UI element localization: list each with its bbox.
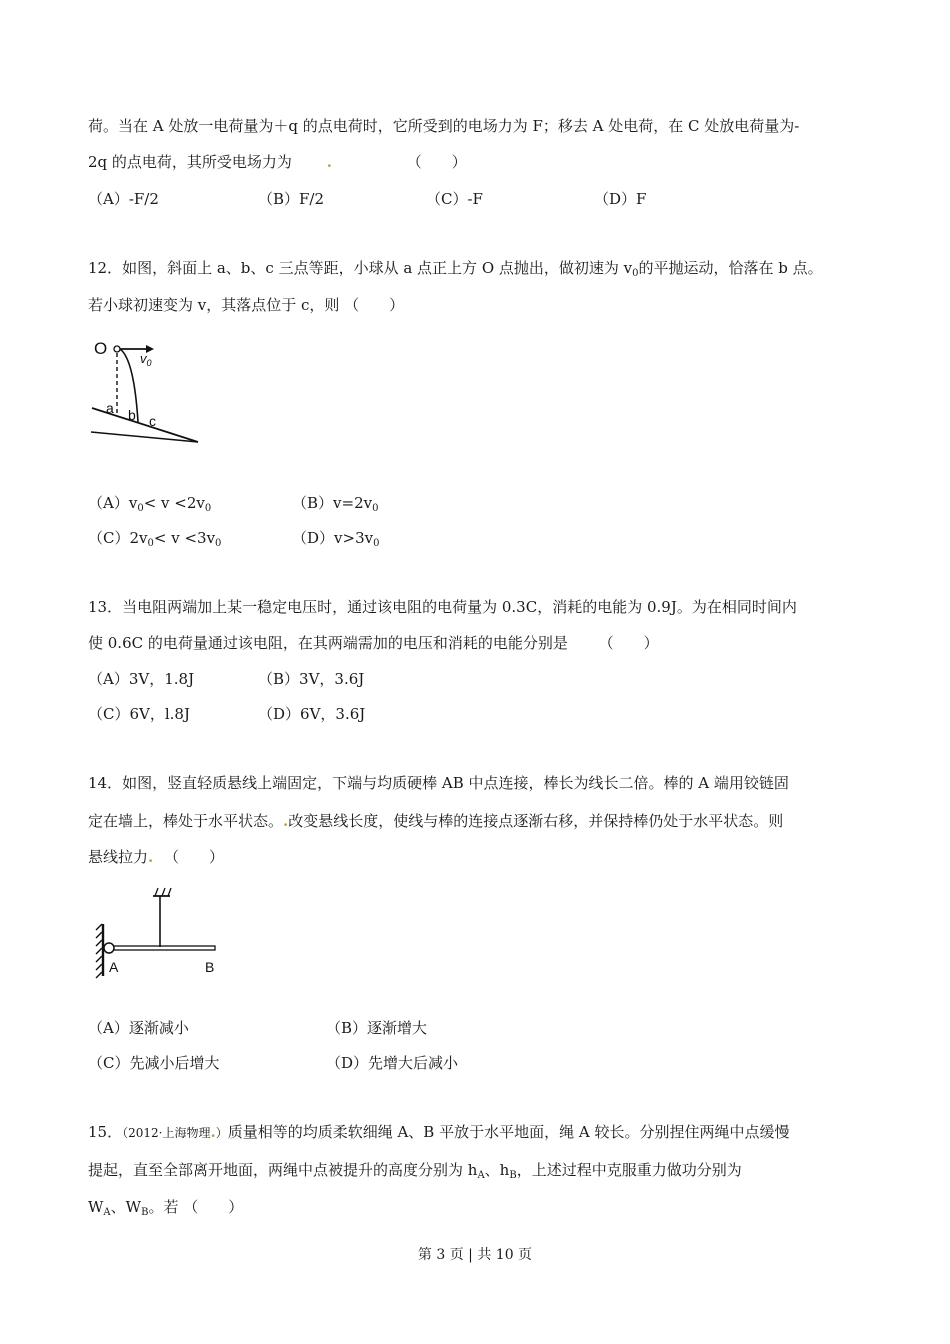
q14-line3a: 悬线拉力 (88, 848, 149, 866)
q15-line1-rest: 质量相等的均质柔软细绳 A、B 平放于水平地面，绳 A 较长。分别捏住两绳中点缓慢 (227, 1123, 790, 1141)
q13-line2-text: 使 0.6C 的电荷量通过该电阻，在其两端需加的电压和消耗的电能分别是 (88, 634, 568, 652)
q15-line2-sb: B (509, 1170, 517, 1181)
q12-fig-o-label: O (94, 339, 108, 358)
q12-option-d (292, 528, 379, 554)
q14-fig-a-label: A (109, 959, 119, 975)
q14-line2a: 定在墙上，棒处于水平状态。 (88, 812, 284, 830)
q14-fig-rod (112, 946, 215, 950)
q14-fig-wall (96, 924, 103, 978)
q11-option-a: （A）-F/2 (88, 190, 159, 208)
q11-line2 (88, 152, 467, 172)
q14-line3 (88, 847, 224, 867)
q11-paren: （ ） (406, 153, 467, 171)
q15-number: 15． (88, 1123, 123, 1141)
q15-line2 (88, 1160, 742, 1186)
q12-c-p2: < v <3v (153, 529, 216, 547)
q11-option-c: （C）-F (426, 190, 483, 208)
q11-dot: . (326, 153, 332, 171)
q14-fig-hinge (104, 943, 114, 953)
q12-d-s1: 0 (373, 538, 380, 549)
q12-a-p1: （A）v (88, 494, 138, 512)
q15-line2-b: 、h (484, 1161, 510, 1179)
q12-line1-sub: 0 (632, 268, 639, 279)
q14-dot1: . (283, 812, 289, 830)
q15-source-end: ） (215, 1126, 228, 1140)
q11-line1: 荷。当在 A 处放一电荷量为＋q 的点电荷时，它所受到的电场力为 F；移去 A 处电荷，在 C 处放电荷量为- (88, 117, 800, 135)
q13-option-d: （D）6V，3.6J (258, 705, 366, 723)
q12-c-s2: 0 (215, 538, 222, 549)
q14-figure (90, 884, 226, 980)
q12-a-p2: < v <2v (143, 494, 205, 512)
q13-paren: （ ） (598, 634, 659, 652)
q12-line1-a: 12．如图，斜面上 a、b、c 三点等距，小球从 a 点正上方 O 点抛出，做初速为 v (88, 259, 633, 277)
q15-line3-a: W (88, 1198, 104, 1216)
q15-line3-sa: A (103, 1207, 111, 1218)
q12-fig-arrowhead (146, 345, 154, 353)
q12-figure (88, 334, 208, 446)
q15-line1 (88, 1122, 789, 1143)
q12-b-s1: 0 (372, 503, 379, 514)
q12-d-p1: （D）v>3v (292, 529, 374, 547)
q14-line2 (88, 811, 783, 831)
q12-option-c (88, 528, 221, 554)
q12-fig-v: v (140, 351, 147, 366)
q15-source: （2012·上海物理 (122, 1126, 211, 1140)
q14-option-c: （C）先减小后增大 (88, 1054, 220, 1072)
q13-option-a: （A）3V，1.8J (88, 670, 195, 688)
q12-fig-v-label (140, 351, 152, 368)
q14-option-b: （B）逐渐增大 (326, 1019, 428, 1037)
q14-line2b: 改变悬线长度，使线与棒的连接点逐渐右移，并保持棒仍处于水平状态。则 (288, 812, 784, 830)
q12-a-s2: 0 (204, 503, 212, 514)
q14-dot2: . (148, 848, 154, 866)
q12-fig-c-label: c (149, 413, 156, 429)
q13-line2 (88, 633, 659, 653)
q15-line3-sb: B (141, 1207, 149, 1218)
q15-line3-c: 。若 （ ） (148, 1198, 244, 1216)
q13-option-b: （B）3V，3.6J (258, 670, 365, 688)
q14-fig-ceiling-mount (153, 888, 171, 896)
q12-c-p1: （C）2v (88, 529, 148, 547)
q12-fig-v-sub: 0 (146, 358, 152, 368)
q13-option-c: （C）6V，l.8J (88, 705, 190, 723)
q15-line2-a: 提起，直至全部离开地面，两绳中点被提升的高度分别为 h (88, 1161, 478, 1179)
q14-paren: （ ） (164, 848, 225, 866)
q12-option-a (88, 493, 211, 519)
q11-option-d: （D）F (594, 190, 647, 208)
q13-line1: 13．当电阻两端加上某一稳定电压时，通过该电阻的电荷量为 0.3C，消耗的电能为 0.9J。为在相同时间内 (88, 598, 797, 616)
q12-a-s1: 0 (137, 503, 144, 514)
q15-dot: . (210, 1123, 216, 1141)
q15-line2-sa: A (477, 1170, 485, 1181)
q12-line2: 若小球初速变为 v，其落点位于 c，则 （ ） (88, 296, 405, 314)
q12-line1 (88, 258, 823, 284)
q11-line2-text: 2q 的点电荷，其所受电场力为 (88, 153, 292, 171)
q12-c-s1: 0 (147, 538, 154, 549)
q15-line2-c: ，上述过程中克服重力做功分别为 (516, 1161, 742, 1179)
q15-line3 (88, 1197, 243, 1223)
q14-fig-b-label: B (205, 959, 215, 975)
q12-fig-ball (114, 346, 120, 352)
q12-fig-a-label: a (106, 400, 114, 416)
q14-option-a: （A）逐渐减小 (88, 1019, 189, 1037)
q14-line1: 14．如图，竖直轻质悬线上端固定，下端与均质硬棒 AB 中点连接，棒长为线长二倍。棒的 A 端用铰链固 (88, 774, 789, 792)
q12-fig-b-label: b (128, 407, 136, 423)
q11-option-b: （B）F/2 (258, 190, 325, 208)
q14-option-d: （D）先增大后减小 (326, 1054, 459, 1072)
q12-line1-b: 的平抛运动，恰落在 b 点。 (638, 259, 823, 277)
q12-b-p1: （B）v=2v (292, 494, 373, 512)
q12-option-b (292, 493, 378, 519)
q15-line3-b: 、W (110, 1198, 142, 1216)
page-footer: 第 3 页 | 共 10 页 (417, 1247, 533, 1263)
